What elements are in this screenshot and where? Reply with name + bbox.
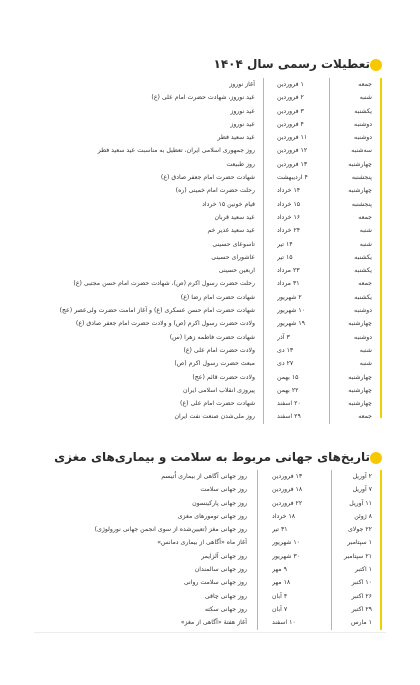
row-day: پنجشنبه bbox=[351, 174, 372, 182]
column-divider bbox=[329, 291, 330, 304]
row-date: ۱۶ خرداد bbox=[277, 213, 301, 221]
table-row bbox=[52, 536, 372, 549]
column-divider bbox=[329, 371, 330, 384]
column-divider bbox=[263, 131, 264, 144]
row-occasion: عید نوروز bbox=[230, 107, 255, 115]
row-date: ۱۹ شهریور bbox=[277, 320, 305, 328]
table-row bbox=[52, 211, 372, 224]
row-date: ۱ فروردین bbox=[277, 81, 304, 88]
row-date: ۱۳ فروردین bbox=[272, 473, 303, 480]
row-occasion: روز جهانی تومورهای مغزی bbox=[177, 512, 247, 520]
row-day: ۱ مارس bbox=[350, 619, 372, 627]
column-divider bbox=[329, 211, 330, 224]
row-day: ۲۶ اکتبر bbox=[351, 592, 372, 600]
row-day: یکشنبه bbox=[354, 267, 372, 275]
row-date: ۲ فروردین bbox=[277, 94, 304, 102]
table-row bbox=[52, 91, 372, 104]
table-row bbox=[52, 371, 372, 384]
column-divider bbox=[329, 118, 330, 131]
row-day: شنبه bbox=[359, 94, 372, 102]
row-occasion: آغاز ماه «آگاهی از بیماری دمانس» bbox=[157, 539, 247, 547]
column-divider bbox=[263, 118, 264, 131]
column-divider bbox=[331, 576, 332, 589]
row-day: شنبه bbox=[359, 227, 372, 235]
row-date: ۴ فروردین bbox=[277, 120, 304, 128]
holidays-table bbox=[52, 78, 372, 424]
column-divider bbox=[329, 277, 330, 290]
row-day: ۲۹ اکتبر bbox=[351, 605, 372, 613]
row-day: چهارشنبه bbox=[348, 373, 372, 381]
row-date: ۱۰ شهریور bbox=[272, 539, 300, 547]
row-date: ۲۴ خرداد bbox=[277, 227, 301, 235]
column-divider bbox=[263, 344, 264, 357]
row-occasion: روز جهانی مغز (تعیین‌شده از سوی انجمن جهانی نورولوژی) bbox=[94, 526, 247, 534]
column-divider bbox=[331, 550, 332, 563]
row-day: ۲۲ جولای bbox=[347, 526, 372, 534]
column-divider bbox=[263, 224, 264, 237]
section-2-accent-line bbox=[380, 470, 382, 630]
table-row bbox=[52, 483, 372, 496]
column-divider bbox=[331, 603, 332, 616]
row-occasion: روز ملی‌شدن صنعت نفت ایران bbox=[174, 413, 255, 421]
table-row bbox=[52, 144, 372, 157]
column-divider bbox=[257, 603, 258, 616]
column-divider bbox=[331, 590, 332, 603]
row-date: ۱۰ اسفند bbox=[272, 619, 296, 627]
table-row bbox=[52, 171, 372, 184]
row-date: ۲۳ مرداد bbox=[277, 267, 300, 275]
column-divider bbox=[263, 158, 264, 171]
row-date: ۳ فروردین bbox=[277, 107, 304, 115]
column-divider bbox=[263, 317, 264, 330]
column-divider bbox=[331, 470, 332, 483]
table-row bbox=[52, 158, 372, 171]
row-date: ۱۳ فروردین bbox=[277, 160, 308, 168]
row-date: ۳۱ تیر bbox=[272, 526, 288, 534]
row-date: ۱۱ فروردین bbox=[277, 134, 308, 142]
column-divider bbox=[257, 616, 258, 629]
row-day: یکشنبه bbox=[354, 107, 372, 115]
row-date: ۴ اردیبهشت bbox=[277, 174, 308, 182]
row-day: دوشنبه bbox=[354, 333, 372, 341]
section-1-title: تعطیلات رسمی سال ۱۴۰۴ bbox=[213, 57, 370, 71]
column-divider bbox=[263, 105, 264, 118]
column-divider bbox=[257, 470, 258, 483]
row-occasion: شهادت حضرت امام علی (ع) bbox=[180, 400, 255, 408]
column-divider bbox=[263, 184, 264, 197]
row-occasion: قیام خونین ۱۵ خرداد bbox=[202, 200, 255, 208]
row-day: سه‌شنبه bbox=[351, 147, 372, 155]
column-divider bbox=[257, 550, 258, 563]
row-occasion: عاشورای حسینی bbox=[211, 253, 255, 261]
table-row bbox=[52, 397, 372, 410]
column-divider bbox=[329, 264, 330, 277]
column-divider bbox=[331, 536, 332, 549]
column-divider bbox=[329, 78, 330, 91]
row-day: شنبه bbox=[359, 240, 372, 248]
table-row bbox=[52, 118, 372, 131]
world-health-days-table bbox=[52, 470, 372, 630]
row-date: ۲۰ اسفند bbox=[277, 400, 301, 408]
row-day: ۸ ژوئن bbox=[354, 512, 372, 520]
row-day: دوشنبه bbox=[354, 134, 372, 142]
column-divider bbox=[263, 91, 264, 104]
column-divider bbox=[331, 616, 332, 629]
table-row bbox=[52, 224, 372, 237]
column-divider bbox=[331, 523, 332, 536]
table-row bbox=[52, 344, 372, 357]
column-divider bbox=[263, 144, 264, 157]
table-row bbox=[52, 238, 372, 251]
row-day: ۱۰ اکتبر bbox=[351, 579, 372, 587]
row-date: ۱۲ فروردین bbox=[277, 147, 308, 155]
row-occasion: شهادت حضرت امام جعفر صادق (ع) bbox=[160, 174, 255, 182]
column-divider bbox=[329, 317, 330, 330]
table-row bbox=[52, 563, 372, 576]
column-divider bbox=[329, 410, 330, 423]
row-date: ۴ آبان bbox=[272, 592, 288, 600]
row-date: ۱۸ خرداد bbox=[272, 512, 296, 520]
row-occasion: شهادت حضرت امام رضا (ع) bbox=[180, 293, 255, 301]
table-row bbox=[52, 78, 372, 91]
table-row bbox=[52, 105, 372, 118]
row-day: چهارشنبه bbox=[348, 320, 372, 328]
column-divider bbox=[257, 510, 258, 523]
column-divider bbox=[263, 384, 264, 397]
row-date: ۲۲ فروردین bbox=[272, 499, 303, 507]
column-divider bbox=[263, 251, 264, 264]
column-divider bbox=[331, 483, 332, 496]
table-row bbox=[52, 470, 372, 483]
table-row bbox=[52, 198, 372, 211]
table-row bbox=[52, 497, 372, 510]
row-date: ۹ مهر bbox=[272, 566, 287, 574]
column-divider bbox=[257, 563, 258, 576]
section-2-bullet-icon bbox=[370, 452, 382, 464]
row-occasion: شهادت حضرت فاطمه زهرا (س) bbox=[169, 333, 255, 341]
column-divider bbox=[263, 78, 264, 91]
row-day: ۱۱ آوریل bbox=[349, 499, 372, 507]
row-date: ۲۲ بهمن bbox=[277, 386, 299, 394]
column-divider bbox=[331, 563, 332, 576]
column-divider bbox=[257, 483, 258, 496]
column-divider bbox=[329, 131, 330, 144]
column-divider bbox=[329, 357, 330, 370]
row-occasion: عید سعید غدیر خم bbox=[207, 227, 255, 235]
row-occasion: آغاز هفتهٔ «آگاهی از مغز» bbox=[180, 619, 247, 627]
column-divider bbox=[263, 291, 264, 304]
row-occasion: آغاز نوروز bbox=[229, 81, 255, 88]
row-occasion: ولادت حضرت قائم (عج) bbox=[192, 373, 255, 381]
row-date: ۳۰ شهریور bbox=[272, 552, 300, 560]
section-1-accent-line bbox=[380, 78, 382, 418]
row-occasion: ولادت حضرت امام علی (ع) bbox=[183, 346, 255, 354]
row-occasion: روز جهانی سکته bbox=[204, 605, 247, 613]
column-divider bbox=[263, 397, 264, 410]
table-row bbox=[52, 523, 372, 536]
row-occasion: روز جهانی پارکینسون bbox=[192, 499, 247, 507]
row-day: شنبه bbox=[359, 346, 372, 354]
row-day: چهارشنبه bbox=[348, 187, 372, 195]
column-divider bbox=[329, 331, 330, 344]
column-divider bbox=[329, 344, 330, 357]
column-divider bbox=[257, 523, 258, 536]
column-divider bbox=[329, 384, 330, 397]
column-divider bbox=[263, 277, 264, 290]
row-date: ۲ شهریور bbox=[277, 293, 302, 301]
column-divider bbox=[257, 536, 258, 549]
row-date: ۱۰ شهریور bbox=[277, 307, 305, 315]
row-day: یکشنبه bbox=[354, 293, 372, 301]
row-occasion: روز جهانی سلامت روانی bbox=[183, 579, 247, 587]
row-date: ۱۵ تیر bbox=[277, 253, 293, 261]
column-divider bbox=[263, 171, 264, 184]
row-day: دوشنبه bbox=[354, 307, 372, 315]
table-row bbox=[52, 510, 372, 523]
column-divider bbox=[263, 198, 264, 211]
row-occasion: مبعث حضرت رسول اکرم (ص) bbox=[174, 360, 255, 368]
column-divider bbox=[329, 91, 330, 104]
row-occasion: روز جهانی سلامت bbox=[200, 486, 247, 494]
column-divider bbox=[329, 184, 330, 197]
table-row bbox=[52, 384, 372, 397]
table-row bbox=[52, 264, 372, 277]
section-1-bullet-icon bbox=[370, 59, 382, 71]
column-divider bbox=[331, 510, 332, 523]
row-date: ۱۸ فروردین bbox=[272, 486, 303, 494]
row-day: جمعه bbox=[358, 81, 372, 88]
row-date: ۳۱ مرداد bbox=[277, 280, 300, 288]
column-divider bbox=[329, 251, 330, 264]
table-row bbox=[52, 616, 372, 629]
column-divider bbox=[329, 144, 330, 157]
row-occasion: روز جهانی آگاهی از بیماری اُتیسم bbox=[161, 473, 247, 480]
row-occasion: تاسوعای حسینی bbox=[212, 240, 255, 248]
table-row bbox=[52, 131, 372, 144]
row-day: جمعه bbox=[358, 413, 372, 421]
column-divider bbox=[329, 224, 330, 237]
column-divider bbox=[329, 198, 330, 211]
row-occasion: روز جهانی چاقی bbox=[204, 592, 247, 600]
row-date: ۱۴ تیر bbox=[277, 240, 293, 248]
row-day: شنبه bbox=[359, 360, 372, 368]
row-day: چهارشنبه bbox=[348, 160, 372, 168]
table-row bbox=[52, 277, 372, 290]
table-row bbox=[52, 590, 372, 603]
row-day: جمعه bbox=[358, 213, 372, 221]
row-date: ۱۳ دی bbox=[277, 346, 294, 354]
row-day: جمعه bbox=[358, 280, 372, 288]
row-date: ۱۴ خرداد bbox=[277, 187, 301, 195]
row-occasion: رحلت حضرت امام خمینی (ره) bbox=[175, 187, 255, 195]
table-row bbox=[52, 603, 372, 616]
table-row bbox=[52, 550, 372, 563]
table-row bbox=[52, 317, 372, 330]
row-occasion: شهادت حضرت امام حسن عسکری (ع) و آغاز امامت حضرت ولی‌عصر (عج) bbox=[59, 307, 255, 315]
column-divider bbox=[329, 304, 330, 317]
footer-divider bbox=[34, 632, 386, 633]
row-occasion: روز جهانی آلزایمر bbox=[201, 552, 247, 560]
row-occasion: ولادت حضرت رسول اکرم (ص) و ولادت حضرت امام جعفر صادق (ع) bbox=[75, 320, 255, 328]
row-day: چهارشنبه bbox=[348, 386, 372, 394]
row-day: یکشنبه bbox=[354, 253, 372, 261]
row-day: ۱ سپتامبر bbox=[347, 539, 372, 547]
column-divider bbox=[263, 371, 264, 384]
column-divider bbox=[263, 211, 264, 224]
table-row bbox=[52, 291, 372, 304]
column-divider bbox=[257, 590, 258, 603]
column-divider bbox=[263, 238, 264, 251]
row-date: ۱۸ مهر bbox=[272, 579, 291, 587]
table-row bbox=[52, 251, 372, 264]
table-row bbox=[52, 357, 372, 370]
row-date: ۲۹ اسفند bbox=[277, 413, 301, 421]
row-occasion: عید نوروز bbox=[230, 120, 255, 128]
row-day: ۱ اکتبر bbox=[354, 566, 372, 574]
row-occasion: رحلت حضرت رسول اکرم (ص)، شهادت حضرت امام حسن مجتبی (ع) bbox=[73, 280, 255, 288]
column-divider bbox=[263, 304, 264, 317]
column-divider bbox=[331, 497, 332, 510]
row-date: ۷ آبان bbox=[272, 605, 288, 613]
row-date: ۱۵ بهمن bbox=[277, 373, 299, 381]
section-2-title: تاریخ‌های جهانی مربوط به سلامت و بیماری‌های مغزی bbox=[54, 450, 370, 464]
row-occasion: عید نوروز، شهادت حضرت امام علی (ع) bbox=[151, 94, 255, 102]
column-divider bbox=[329, 105, 330, 118]
row-day: پنجشنبه bbox=[351, 200, 372, 208]
row-occasion: پیروزی انقلاب اسلامی ایران bbox=[183, 386, 255, 394]
column-divider bbox=[329, 158, 330, 171]
row-date: ۱۵ خرداد bbox=[277, 200, 301, 208]
table-row bbox=[52, 576, 372, 589]
row-occasion: روز جمهوری اسلامی ایران، تعطیل به مناسبت عید سعید فطر bbox=[97, 147, 255, 155]
column-divider bbox=[329, 397, 330, 410]
row-day: دوشنبه bbox=[354, 120, 372, 128]
table-row bbox=[52, 304, 372, 317]
column-divider bbox=[263, 410, 264, 423]
column-divider bbox=[263, 331, 264, 344]
row-day: چهارشنبه bbox=[348, 400, 372, 408]
row-day: ۷ آوریل bbox=[352, 486, 372, 494]
row-day: ۲ آوریل bbox=[352, 473, 372, 480]
row-occasion: اربعین حسینی bbox=[218, 267, 255, 275]
row-occasion: روز طبیعت bbox=[226, 160, 255, 168]
column-divider bbox=[329, 171, 330, 184]
row-date: ۲۷ دی bbox=[277, 360, 294, 368]
table-row bbox=[52, 410, 372, 423]
column-divider bbox=[329, 238, 330, 251]
row-date: ۳ آذر bbox=[277, 333, 290, 341]
column-divider bbox=[263, 357, 264, 370]
table-row bbox=[52, 184, 372, 197]
table-row bbox=[52, 331, 372, 344]
row-day: ۲۱ سپتامبر bbox=[343, 552, 372, 560]
row-occasion: روز جهانی سالمندان bbox=[194, 566, 247, 574]
column-divider bbox=[257, 497, 258, 510]
row-occasion: عید سعید فطر bbox=[217, 134, 255, 142]
column-divider bbox=[257, 576, 258, 589]
column-divider bbox=[263, 264, 264, 277]
row-occasion: عید سعید قربان bbox=[214, 213, 255, 221]
